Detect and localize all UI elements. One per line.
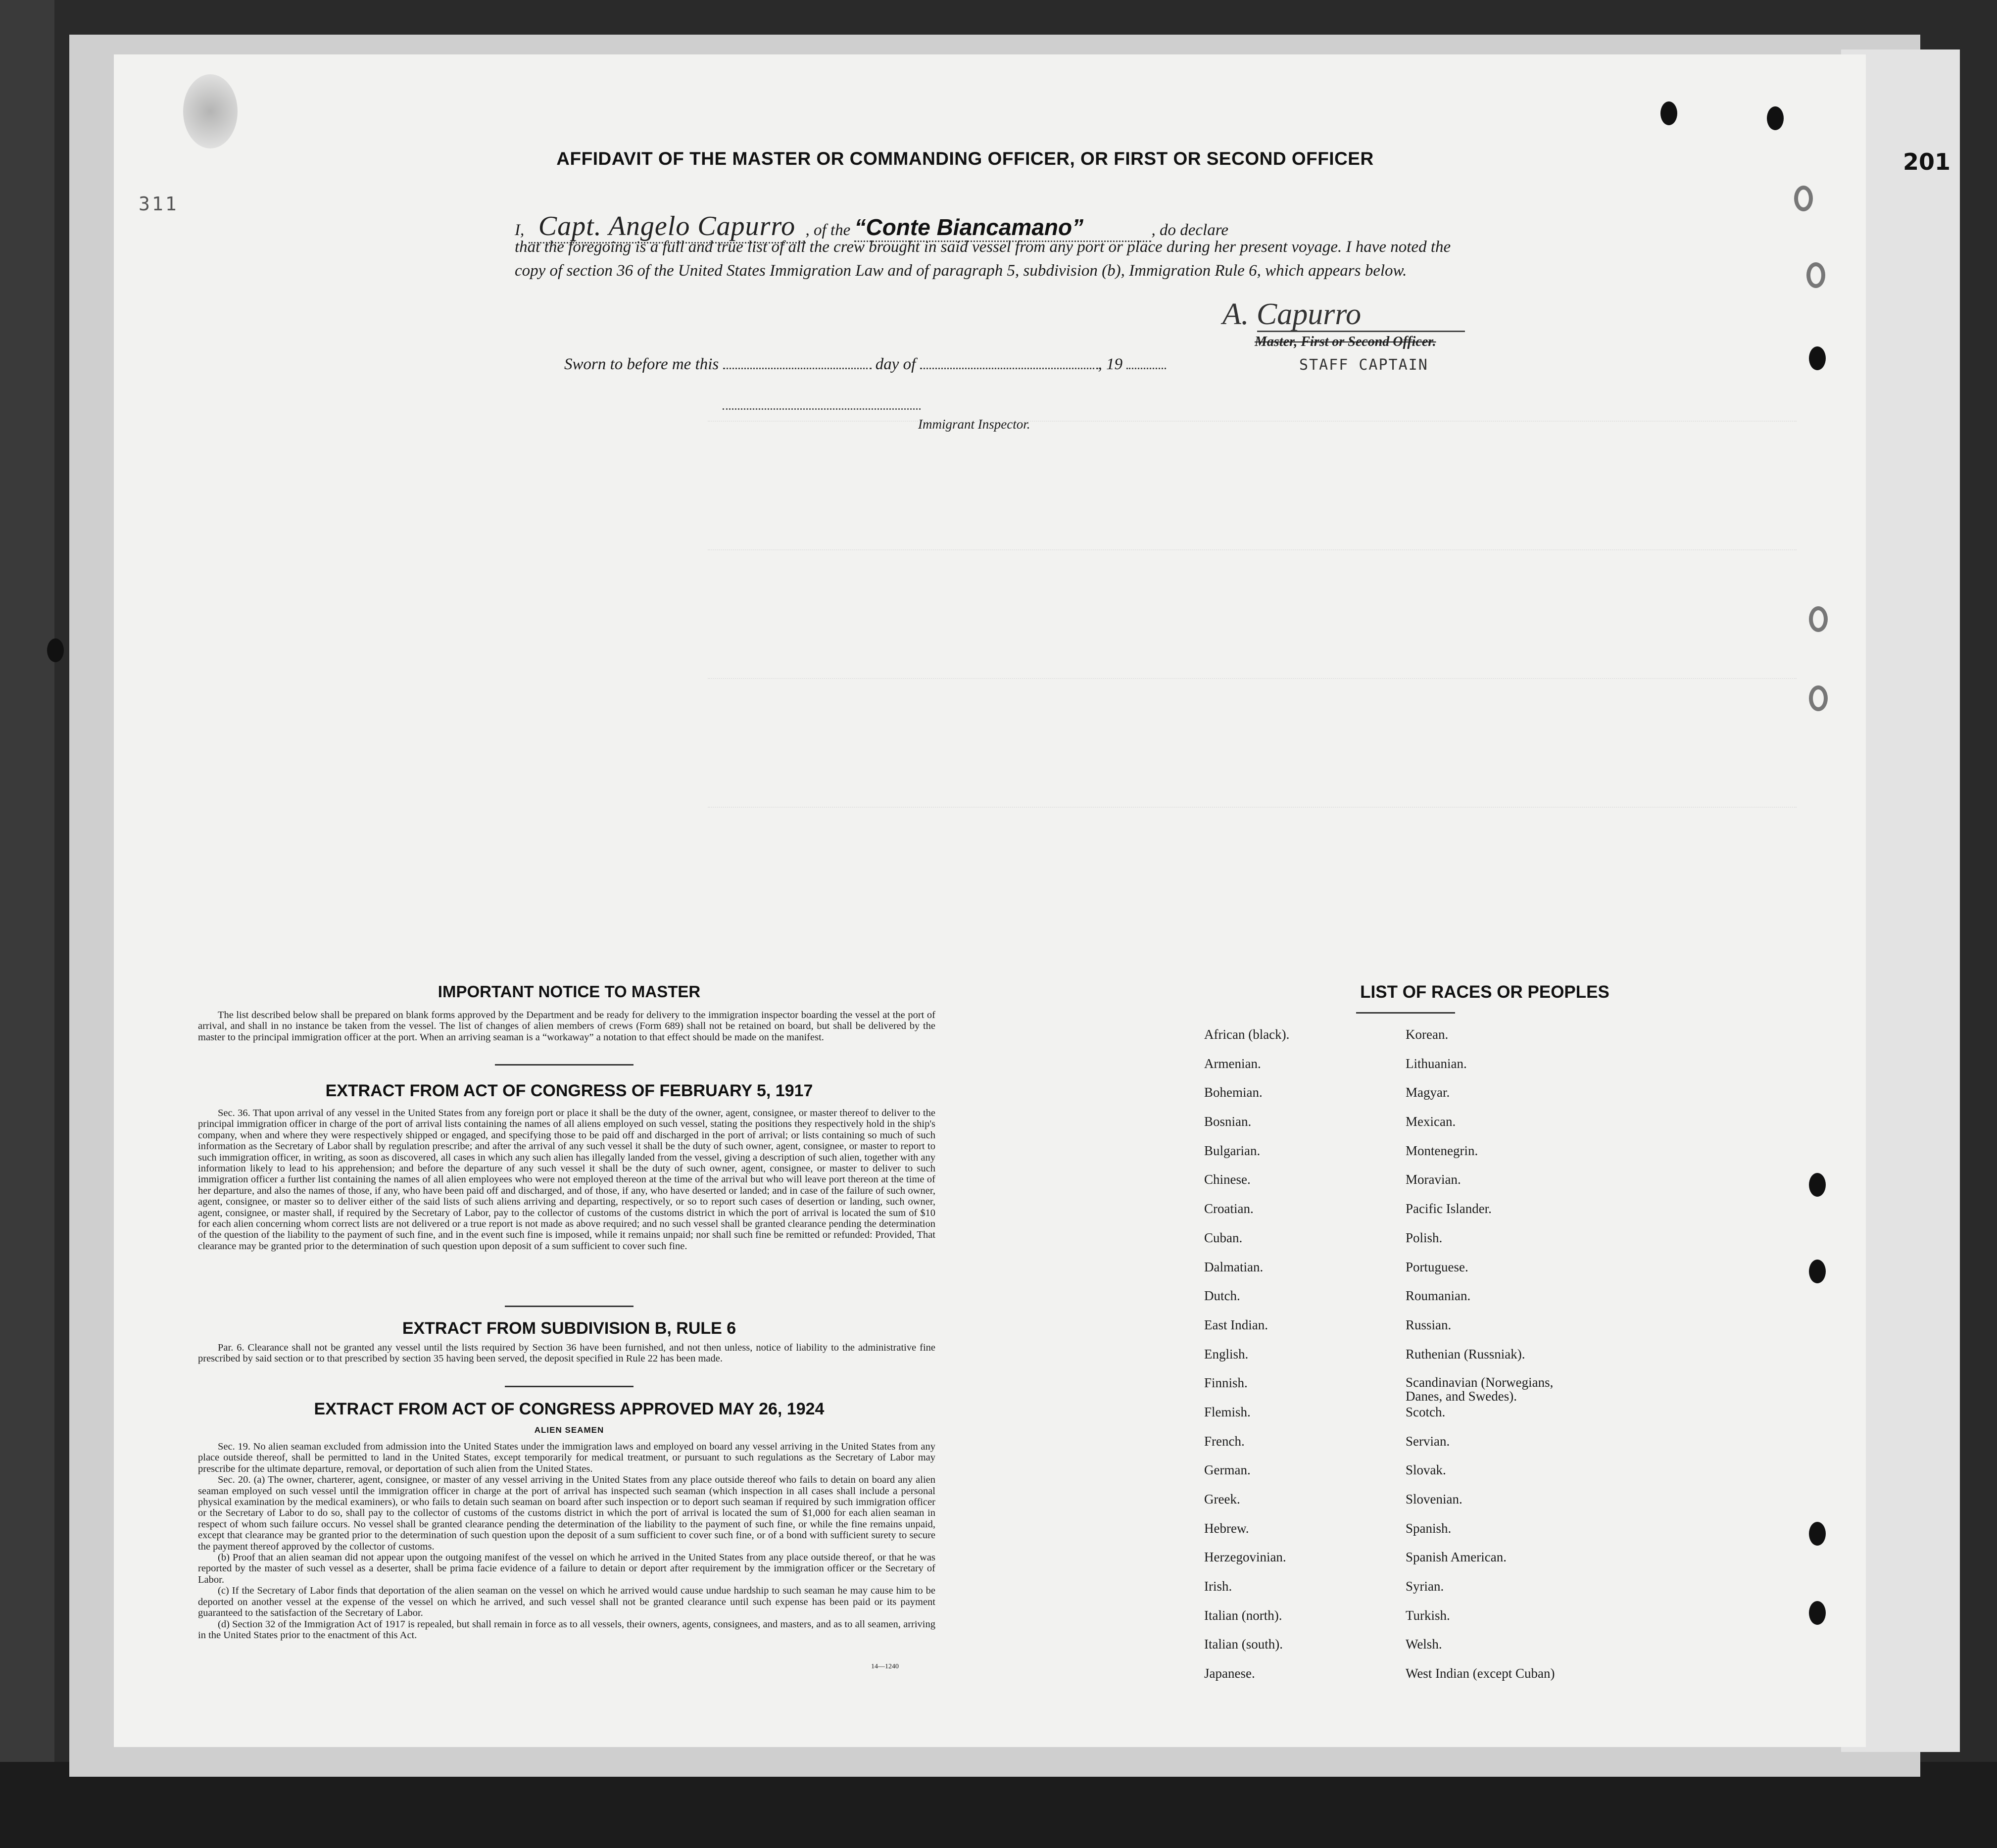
race-item: Japanese.: [1204, 1666, 1255, 1681]
officer-signature: A. Capurro: [1222, 297, 1362, 331]
binder-hole: [1809, 1601, 1826, 1625]
race-item: Finnish.: [1204, 1375, 1248, 1391]
section-divider: [495, 1064, 633, 1066]
notice-paragraph: The list described below shall be prepared on blank forms approved by the Department and be ready for delivery to the immigration inspector boarding the vessel at the port of arrival, and shall in no instance be taken from the vessel. The list of changes of alien members of crews (Form 689) shall not be retained on board, but shall be delivered by the master to the principal immigration officer at the port. When an arriving seaman is a “workaway” a notation to that effect should be made on the manifest.: [198, 1010, 935, 1043]
race-item: Spanish American.: [1406, 1550, 1507, 1565]
race-item: Irish.: [1204, 1579, 1232, 1594]
race-item: Portuguese.: [1406, 1259, 1468, 1274]
binder-hole: [1809, 606, 1828, 632]
race-item: German.: [1204, 1462, 1251, 1478]
affidavit-title: AFFIDAVIT OF THE MASTER OR COMMANDING OFFICER, OR FIRST OR SECOND OFFICER: [556, 148, 1374, 169]
section-36-paragraph: Sec. 36. That upon arrival of any vessel in the United States from any foreign port or place it shall be the duty of the owner, agent, consignee, or master thereof to deliver to the principal immigration officer in charge of the port of arrival lists containing the names of all aliens employed on such vessel, stating the positions they respectively hold in the ship's company, when and where they were respectively shipped or engaged, and specifying those to be paid off and discharged in the port of arrival; or lists containing so much of such information as the Secretary of Labor shall by regulation prescribe; and after the arrival of any such vessel it shall be the duty of such owner, agent, consignee, or master to report to such immigration officer, in writing, as soon as discovered, all cases in which any such alien has illegally landed from the vessel, giving a description of such alien, together with any information likely to lead to his apprehension; and before the departure of any such vessel it shall be the duty of such owner, agent, consignee, or master to deliver to such immigration officer a further list containing the names of all alien employees who were not employed thereon at the time of the arrival but who will leave port thereon at the time of her departure, and also the names of those, if any, who have been paid off and discharged, and of those, if any, who have deserted or landed; and in case of the failure of such owner, agent, consignee, or master so to deliver either of the said lists of such aliens arriving and departing, respectively, or so to report such cases of desertion or landing, such owner, agent, consignee, or master shall, if required by the Secretary of Labor, pay to the collector of customs of the customs district in which the port of arrival is located the sum of $10 for each alien concerning whom correct lists are not delivered or a true report is not made as above required; and no such vessel shall be granted clearance pending the determination of the question of the liability to the payment of such fine, and in the event such fine is imposed, while it remains unpaid; nor shall such fine be remitted or refunded: Provided, That clearance may be granted prior to the determination of such question upon deposit of a sum sufficient to cover such fine.: [198, 1108, 935, 1252]
race-item: French.: [1204, 1433, 1245, 1449]
bleed-through-row: [708, 549, 1797, 557]
margin-note: 311: [139, 193, 179, 215]
race-item: Roumanian.: [1406, 1288, 1471, 1304]
binder-hole: [1809, 1260, 1826, 1283]
section-20c-paragraph: (c) If the Secretary of Labor finds that deportation of the alien seaman on the vessel on which he arrived would cause undue hardship to such seaman he may cause him to be deported on another vessel at the expense of the vessel on which he arrived, and such vessel shall not be granted clearance until such expense has been paid or its payment guaranteed to the satisfaction of the Secretary of Labor.: [198, 1585, 935, 1619]
inspector-label: Immigrant Inspector.: [918, 417, 1030, 432]
extract-1924-text: [198, 1441, 935, 1641]
sworn-day-of: day of: [875, 355, 916, 373]
scan-border-left: [0, 0, 54, 1848]
race-item: Greek.: [1204, 1492, 1240, 1507]
binder-hole: [1806, 262, 1825, 288]
race-item: Dutch.: [1204, 1288, 1240, 1304]
notice-title: IMPORTANT NOTICE TO MASTER: [438, 982, 701, 1001]
race-item: Bosnian.: [1204, 1114, 1252, 1129]
binder-hole: [1809, 346, 1826, 370]
bleed-through-row: [708, 678, 1797, 686]
section-19-paragraph: Sec. 19. No alien seaman excluded from admission into the United States under the immigration laws and employed on board any vessel arriving in the United States from any place outside thereof, shall be permitted to land in the United States, except temporarily for medical treatment, or pursuant to such regulations as the Secretary of Labor may prescribe for the ultimate departure, removal, or deportation of such alien from the United States.: [198, 1441, 935, 1474]
race-item: Chinese.: [1204, 1172, 1251, 1187]
sworn-year-prefix: , 19: [1098, 355, 1123, 373]
form-number: 14—1240: [871, 1663, 899, 1670]
race-item: Herzegovinian.: [1204, 1550, 1286, 1565]
race-item: East Indian.: [1204, 1317, 1268, 1332]
race-item: Italian (south).: [1204, 1637, 1283, 1652]
inspector-signature-line: [723, 408, 921, 410]
signature-line: [1257, 331, 1465, 332]
race-item: Pacific Islander.: [1406, 1201, 1492, 1216]
binder-hole: [1809, 1173, 1826, 1197]
race-item: Slovak.: [1406, 1462, 1446, 1478]
race-item: Dalmatian.: [1204, 1259, 1264, 1274]
extract-1917-title: EXTRACT FROM ACT OF CONGRESS OF FEBRUARY 5, 1917: [325, 1081, 813, 1100]
race-item: Servian.: [1406, 1433, 1450, 1449]
race-item: Croatian.: [1204, 1201, 1254, 1216]
binder-hole: [1794, 186, 1813, 211]
binder-hole: [47, 638, 64, 662]
race-item: English.: [1204, 1346, 1249, 1362]
section-20a-paragraph: Sec. 20. (a) The owner, charterer, agent, consignee, or master of any vessel arriving in the United States from any place outside thereof who fails to detain on board any alien seaman employed on such vessel until the immigration officer in charge at the port of arrival has inspected such seaman (which inspection in all cases shall include a personal physical examination by the medical examiners), or who fails to detain such seaman on board after such inspection or to deport such seaman if required by such immigration officer or the Secretary of Labor to do so, shall pay to the collector of customs of the customs district in which the port of arrival is located the sum of $1,000 for each alien seaman in respect of whom such failure occurs. No vessel shall be granted clearance pending the determination of the liability to the payment of such fine, or while the fine remains unpaid, except that clearance may be granted prior to the determination of such question upon the deposit of a sum sufficient to cover such fine, or of a bond with sufficient surety to secure the payment thereof approved by the collector of customs.: [198, 1474, 935, 1552]
races-column-1: [1204, 1027, 1289, 1695]
notice-text: [198, 1010, 935, 1043]
race-item: Ruthenian (Russniak).: [1406, 1346, 1525, 1362]
race-item: Flemish.: [1204, 1404, 1251, 1419]
rule6-paragraph: Par. 6. Clearance shall not be granted any vessel until the lists required by Section 36 have been furnished, and not then unless, notice of liability to the administrative fine prescribed by said section or to that prescribed by section 35 having been served, the deposit specified in Rule 22 has been made.: [198, 1342, 935, 1364]
race-item: Moravian.: [1406, 1172, 1461, 1187]
races-title: LIST OF RACES OR PEOPLES: [1360, 982, 1609, 1002]
race-item: Turkish.: [1406, 1607, 1450, 1623]
section-20d-paragraph: (d) Section 32 of the Immigration Act of 1917 is repealed, but shall remain in force as to all vessels, their owners, agents, consignees, and masters, and as to all seamen, arriving in the United States prior to the enactment of this Act.: [198, 1618, 935, 1641]
race-item: Cuban.: [1204, 1230, 1243, 1245]
extract-1924-title: EXTRACT FROM ACT OF CONGRESS APPROVED MAY 26, 1924: [314, 1400, 825, 1418]
section-20b-paragraph: (b) Proof that an alien seaman did not appear upon the outgoing manifest of the vessel on which he arrived in the United States from any place outside thereof, or that he was reported by the master of such vessel as a deserter, shall be prima facie evidence of a failure to detain or deport after requirement by the immigration officer or the Secretary of Labor.: [198, 1552, 935, 1585]
races-title-rule: [1356, 1012, 1455, 1014]
extract-rule6-text: [198, 1342, 935, 1364]
binder-hole: [1809, 1522, 1826, 1546]
race-item: Scandinavian (Norwegians, Danes, and Swedes).: [1406, 1375, 1554, 1404]
sworn-date-field: [723, 368, 872, 369]
race-item: Hebrew.: [1204, 1520, 1249, 1536]
sworn-month-field: [920, 368, 1098, 369]
sworn-text: Sworn to before me this: [564, 355, 719, 373]
sworn-year-field: [1126, 368, 1166, 369]
race-item: Polish.: [1406, 1230, 1443, 1245]
race-item: Syrian.: [1406, 1579, 1444, 1594]
officer-title-label: Master, First or Second Officer.: [1255, 334, 1436, 349]
sworn-line: [564, 355, 1166, 374]
extract-1917-text: [198, 1108, 935, 1252]
race-item: Armenian.: [1204, 1056, 1261, 1071]
race-item: Italian (north).: [1204, 1607, 1282, 1623]
races-column-2: [1406, 1027, 1584, 1695]
race-item: Montenegrin.: [1406, 1143, 1478, 1158]
race-item: West Indian (except Cuban): [1406, 1666, 1555, 1681]
bleed-through-row: [708, 807, 1797, 815]
race-item: Korean.: [1406, 1027, 1449, 1042]
race-item: Magyar.: [1406, 1085, 1450, 1100]
affidavit-do-declare: , do declare: [1151, 221, 1228, 239]
race-item: Lithuanian.: [1406, 1056, 1467, 1071]
race-item: Russian.: [1406, 1317, 1452, 1332]
binder-hole: [1660, 101, 1677, 125]
race-item: African (black).: [1204, 1027, 1290, 1042]
race-item: Bulgarian.: [1204, 1143, 1261, 1158]
race-item: Spanish.: [1406, 1520, 1452, 1536]
page-number: 201: [1903, 148, 1951, 175]
extract-rule6-title: EXTRACT FROM SUBDIVISION B, RULE 6: [402, 1319, 736, 1338]
section-divider: [505, 1306, 633, 1307]
affidavit-of-the: , of the: [805, 221, 851, 239]
declarant-handwritten-name: Capt. Angelo Capurro: [538, 211, 796, 242]
binder-hole: [1809, 685, 1828, 711]
vessel-name: “Conte Biancamano”: [854, 214, 1084, 240]
race-item: Welsh.: [1406, 1637, 1442, 1652]
binder-hole: [1767, 106, 1784, 130]
race-item: Mexican.: [1406, 1114, 1456, 1129]
affidavit-intro: I,: [515, 221, 525, 239]
staff-captain-stamp: STAFF CAPTAIN: [1299, 356, 1428, 374]
alien-seamen-subtitle: ALIEN SEAMEN: [534, 1425, 604, 1435]
race-item: Slovenian.: [1406, 1492, 1462, 1507]
corner-stamp-mark: [183, 74, 238, 148]
section-divider: [505, 1386, 633, 1387]
race-item: Scotch.: [1406, 1404, 1446, 1419]
bleed-through-row: [708, 421, 1797, 429]
affidavit-body: that the foregoing is a full and true list of all the crew brought in said vessel from any port or place during her present voyage. I have noted the copy of section 36 of the United States Immigration Law and of paragraph 5, subdivision (b), Immigration Rule 6, which appears below.: [515, 238, 1451, 280]
race-item: Bohemian.: [1204, 1085, 1263, 1100]
